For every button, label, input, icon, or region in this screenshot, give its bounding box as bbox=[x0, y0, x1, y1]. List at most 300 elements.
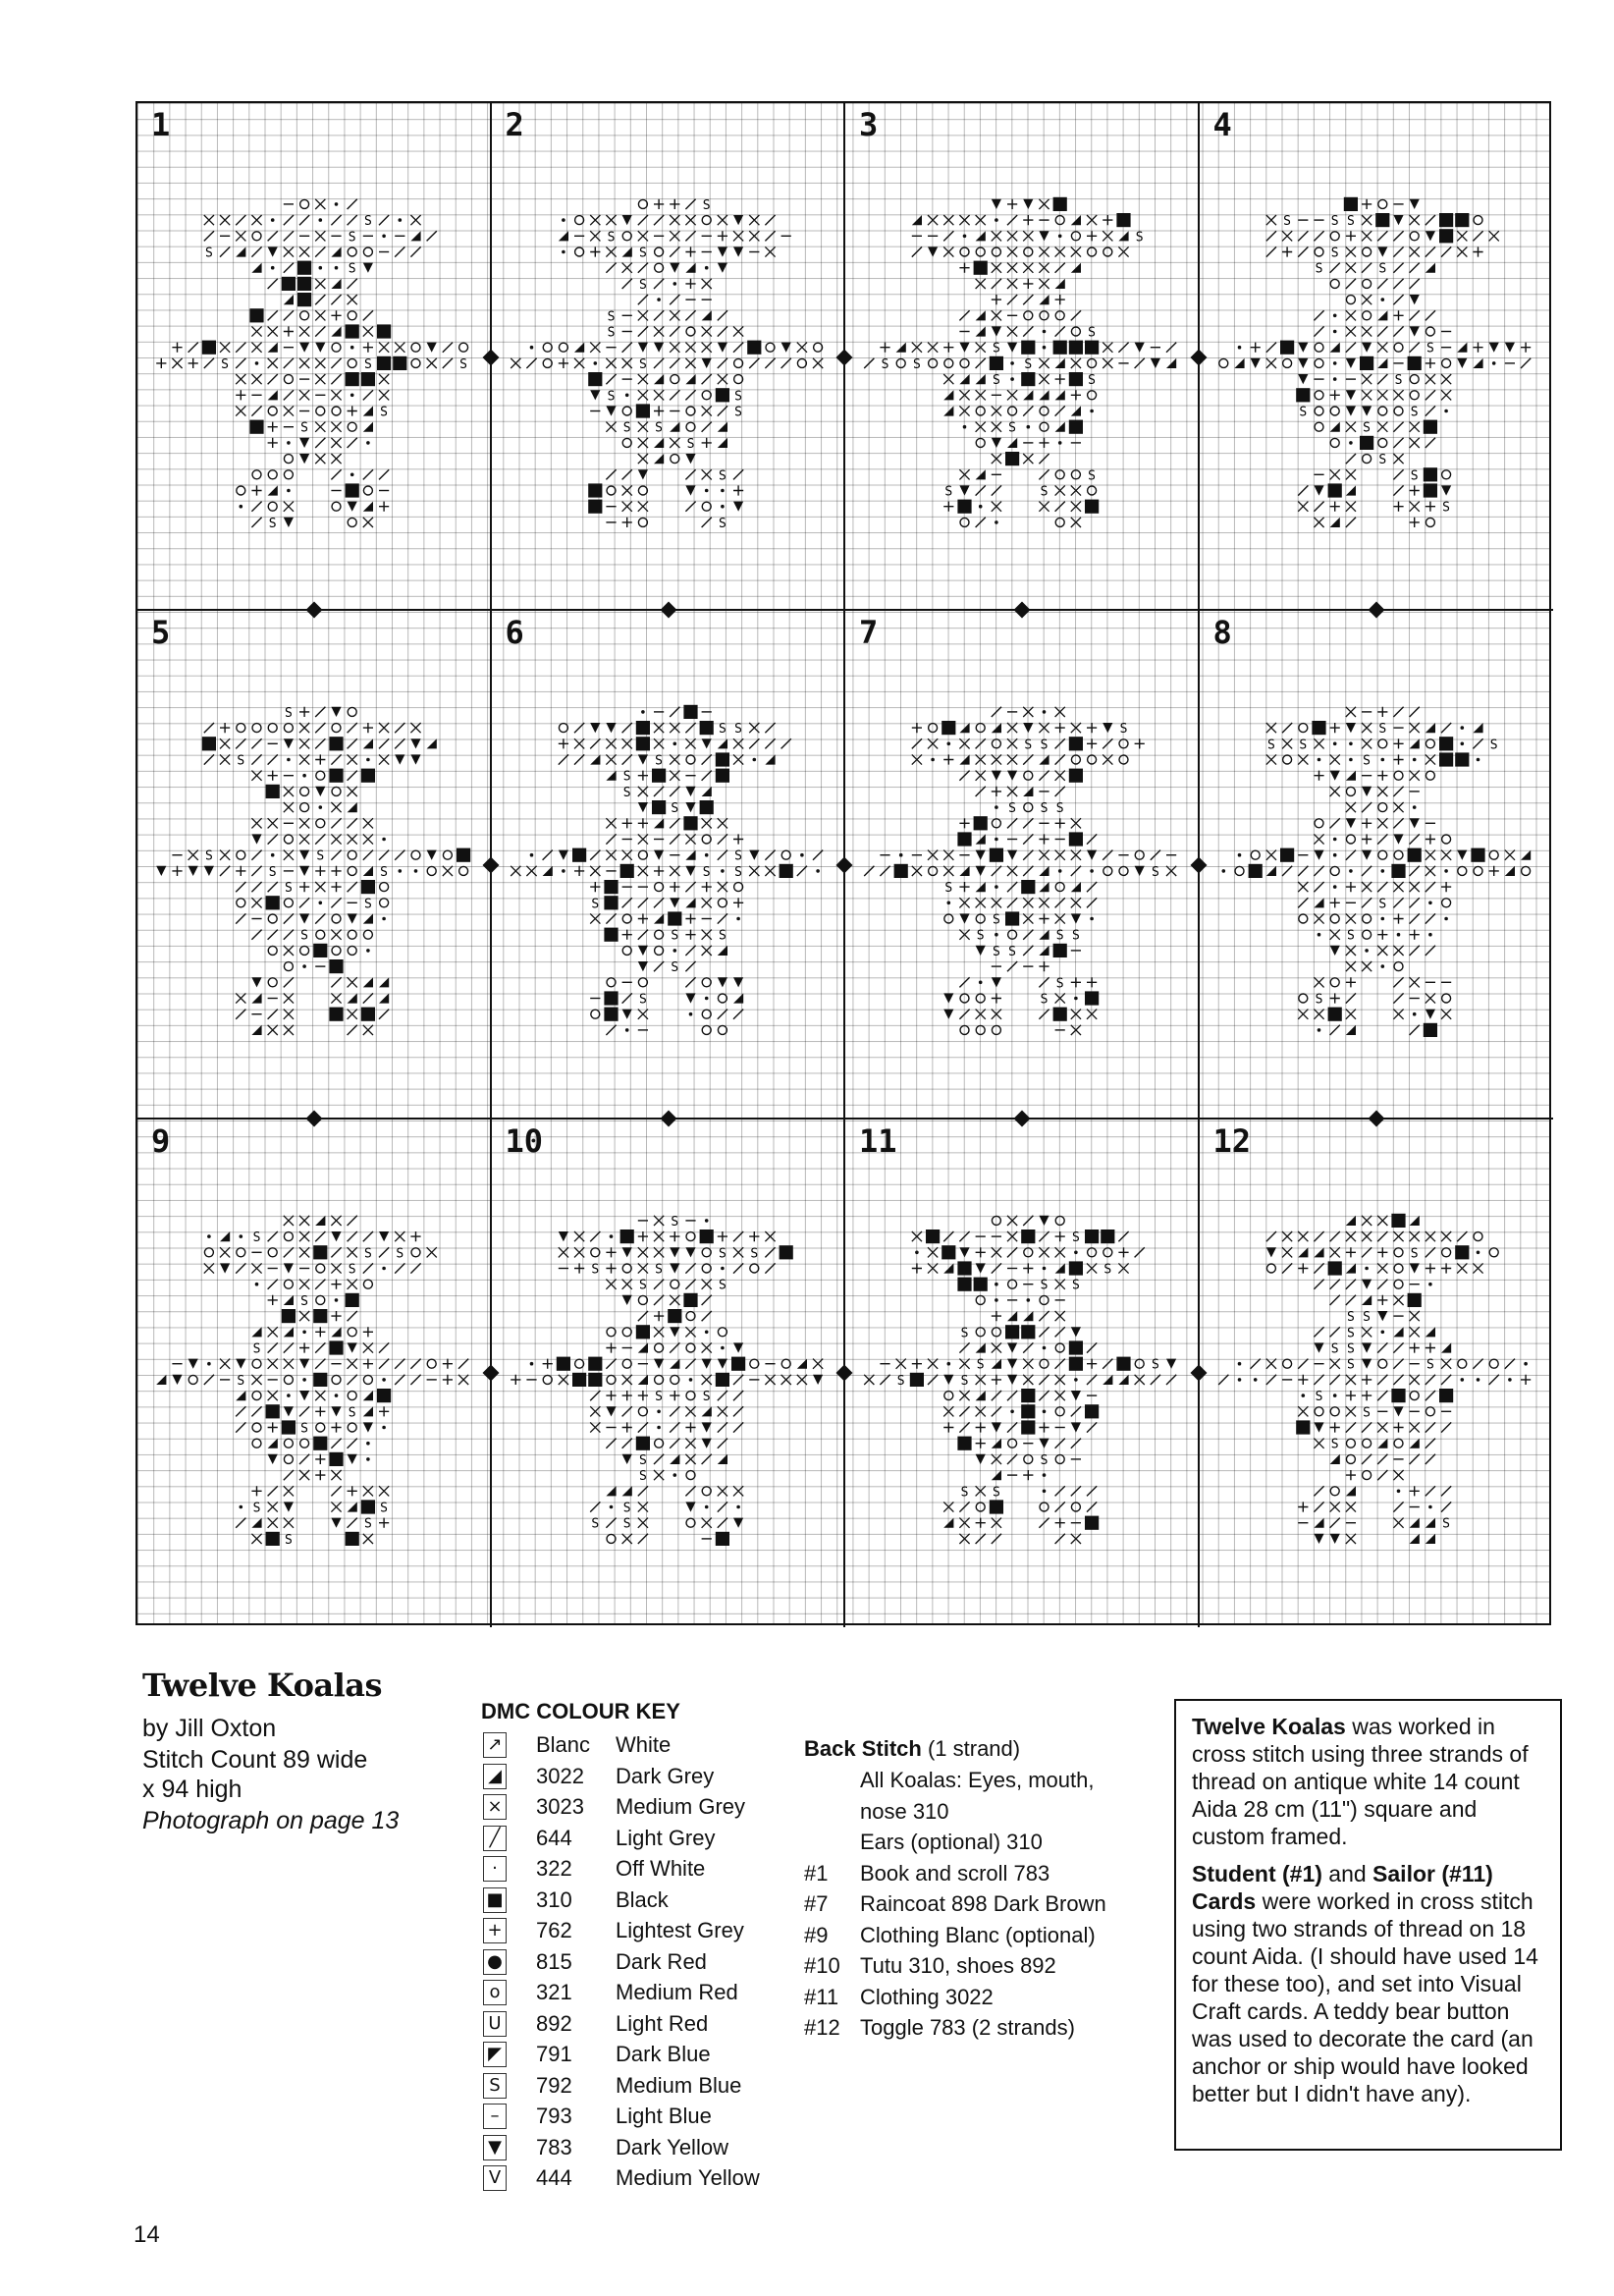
stitch-symbol bbox=[1103, 850, 1112, 860]
stitch-symbol bbox=[733, 1231, 743, 1241]
stitch-symbol bbox=[271, 266, 275, 270]
stitch-symbol bbox=[637, 215, 647, 225]
stitch-symbol bbox=[992, 787, 1001, 796]
stitch-symbol bbox=[1521, 358, 1531, 368]
stitch-symbol bbox=[1362, 343, 1372, 353]
stitch-symbol bbox=[363, 1533, 373, 1543]
stitch-symbol bbox=[670, 1327, 679, 1337]
stitch-symbol bbox=[1039, 1231, 1049, 1241]
stitch-symbol bbox=[350, 394, 354, 398]
stitch-symbol bbox=[1250, 343, 1260, 353]
stitch-symbol bbox=[1457, 1359, 1466, 1368]
stitch-symbol bbox=[1377, 1311, 1387, 1321]
stitch-symbol bbox=[1330, 279, 1339, 288]
stitch-symbol bbox=[1441, 1247, 1450, 1256]
stitch-symbol bbox=[1345, 1391, 1355, 1400]
stitch-symbol bbox=[379, 1342, 389, 1352]
stitch-symbol bbox=[574, 358, 584, 368]
stitch-symbol bbox=[638, 1406, 647, 1415]
stitch-symbol bbox=[1409, 1342, 1419, 1352]
stitch-symbol bbox=[1441, 485, 1451, 495]
stitch-symbol bbox=[1282, 1247, 1292, 1257]
stitch-symbol bbox=[204, 866, 214, 876]
stitch-symbol bbox=[976, 882, 986, 892]
key-symbol-icon: ◢ bbox=[483, 1764, 507, 1789]
stitch-symbol bbox=[1377, 882, 1387, 892]
stitch-symbol bbox=[395, 1231, 404, 1241]
stitch-symbol bbox=[1103, 723, 1112, 733]
stitch-symbol bbox=[637, 343, 647, 353]
stitch-symbol bbox=[574, 247, 583, 256]
stitch-symbol bbox=[717, 1502, 726, 1511]
stitch-symbol bbox=[1329, 819, 1339, 829]
stitch-symbol bbox=[411, 1247, 420, 1256]
stitch-symbol bbox=[654, 343, 664, 353]
stitch-symbol bbox=[1441, 1358, 1451, 1368]
stitch-symbol bbox=[268, 1358, 278, 1368]
stitch-symbol bbox=[976, 326, 986, 336]
stitch-symbol bbox=[992, 1263, 1001, 1273]
stitch-symbol bbox=[733, 502, 743, 512]
stitch-symbol bbox=[284, 1247, 294, 1257]
back-stitch-instruction: Ears (optional) 310 bbox=[860, 1830, 1043, 1854]
stitch-symbol bbox=[718, 994, 726, 1003]
stitch-symbol bbox=[1023, 835, 1033, 845]
stitch-symbol bbox=[1055, 246, 1065, 256]
stitch-symbol bbox=[1007, 850, 1017, 860]
stitch-symbol bbox=[701, 469, 711, 479]
stitch-symbol bbox=[1039, 390, 1049, 400]
stitch-symbol bbox=[1409, 518, 1419, 527]
stitch-symbol bbox=[319, 806, 323, 810]
stitch-symbol bbox=[765, 1231, 775, 1241]
stitch-symbol bbox=[1023, 1342, 1033, 1352]
stitch-symbol bbox=[1362, 455, 1371, 464]
stitch-symbol bbox=[637, 866, 647, 876]
stitch-symbol bbox=[1237, 346, 1241, 350]
stitch-symbol bbox=[299, 835, 309, 845]
stitch-symbol bbox=[1330, 978, 1339, 987]
stitch-symbol bbox=[765, 1263, 775, 1273]
stitch-symbol bbox=[1103, 1374, 1112, 1384]
stitch-symbol bbox=[1473, 739, 1482, 749]
stitch-symbol bbox=[1457, 231, 1467, 241]
stitch-symbol bbox=[1087, 835, 1097, 845]
stitch-symbol bbox=[1007, 279, 1017, 289]
stitch-symbol bbox=[562, 218, 565, 222]
stitch-symbol bbox=[268, 485, 278, 495]
stitch-symbol bbox=[606, 1025, 616, 1035]
stitch-symbol bbox=[781, 1359, 790, 1368]
stitch-symbol bbox=[380, 899, 389, 907]
stitch-symbol bbox=[284, 835, 293, 844]
stitch-symbol bbox=[207, 1234, 211, 1238]
stitch-symbol bbox=[204, 231, 214, 241]
stitch-symbol bbox=[410, 1263, 420, 1273]
stitch-symbol bbox=[813, 343, 822, 352]
stitch-symbol bbox=[348, 1486, 357, 1496]
stitch-symbol bbox=[638, 486, 647, 495]
stitch-symbol bbox=[957, 1277, 971, 1290]
stitch-symbol bbox=[1329, 1533, 1339, 1543]
stitch-symbol bbox=[621, 279, 631, 289]
stitch-symbol bbox=[315, 231, 325, 241]
stitch-symbol bbox=[1265, 231, 1275, 241]
stitch-symbol bbox=[313, 944, 327, 957]
stitch-symbol bbox=[204, 215, 214, 225]
stitch-symbol: S bbox=[718, 1245, 726, 1261]
stitch-symbol bbox=[1296, 1420, 1310, 1434]
stitch-symbol bbox=[896, 1358, 906, 1368]
stitch-symbol bbox=[1043, 1489, 1047, 1493]
stitch-symbol: S bbox=[1330, 1437, 1339, 1452]
stitch-symbol bbox=[331, 994, 341, 1004]
stitch-symbol bbox=[1473, 343, 1482, 353]
stitch-symbol bbox=[1039, 1438, 1049, 1448]
stitch-symbol bbox=[1021, 1389, 1035, 1402]
stitch-symbol bbox=[752, 758, 756, 762]
stitch-symbol bbox=[1055, 1391, 1065, 1400]
stitch-symbol bbox=[1280, 848, 1294, 862]
stitch-symbol bbox=[1476, 1250, 1480, 1254]
stitch-symbol bbox=[287, 758, 291, 762]
stitch-symbol bbox=[1043, 1345, 1047, 1349]
stitch-symbol bbox=[299, 1231, 309, 1241]
stitch-symbol bbox=[1314, 835, 1323, 845]
stitch-symbol bbox=[363, 1231, 373, 1241]
stitch-symbol: S bbox=[638, 992, 647, 1008]
stitch-symbol bbox=[1103, 755, 1112, 765]
stitch-symbol bbox=[1135, 851, 1144, 860]
stitch-symbol bbox=[654, 850, 664, 860]
stitch-symbol bbox=[992, 1358, 1001, 1368]
stitch-symbol: S bbox=[363, 1245, 372, 1261]
stitch-symbol bbox=[1021, 372, 1035, 386]
dmc-code: 783 bbox=[536, 2134, 572, 2159]
stitch-symbol bbox=[733, 994, 743, 1004]
stitch-symbol bbox=[1393, 279, 1403, 289]
stitch-symbol: S bbox=[638, 246, 647, 261]
back-stitch-design-number: #9 bbox=[804, 1922, 829, 1947]
stitch-symbol: S bbox=[1362, 420, 1371, 436]
stitch-symbol bbox=[1425, 1010, 1434, 1019]
stitch-symbol bbox=[268, 246, 278, 256]
dmc-code: 444 bbox=[536, 2165, 572, 2190]
stitch-symbol bbox=[670, 1342, 679, 1352]
stitch-symbol: S bbox=[881, 356, 889, 372]
stitch-symbol bbox=[377, 356, 391, 370]
stitch-symbol bbox=[1426, 1406, 1434, 1415]
stitch-symbol bbox=[686, 1470, 695, 1479]
stitch-symbol bbox=[268, 930, 278, 940]
stitch-symbol bbox=[1346, 1439, 1355, 1448]
stitch-symbol bbox=[240, 1234, 243, 1238]
stitch-symbol bbox=[1040, 311, 1049, 320]
stitch-symbol bbox=[363, 326, 373, 336]
stitch-symbol bbox=[779, 864, 792, 878]
stitch-symbol bbox=[1314, 1502, 1323, 1511]
koala-figure-4 bbox=[1200, 103, 1554, 611]
stitch-symbol bbox=[606, 819, 616, 829]
stitch-symbol bbox=[963, 425, 967, 429]
stitch-symbol bbox=[654, 914, 664, 924]
stitch-symbol bbox=[188, 866, 198, 876]
stitch-symbol bbox=[1087, 1486, 1097, 1496]
stitch-symbol bbox=[1023, 263, 1033, 273]
stitch-symbol bbox=[350, 346, 354, 350]
stitch-symbol bbox=[637, 1533, 647, 1543]
stitch-symbol bbox=[976, 1010, 986, 1019]
stitch-symbol bbox=[1055, 1231, 1065, 1241]
chart-panel-3 bbox=[845, 103, 1200, 611]
stitch-symbol bbox=[1314, 1247, 1323, 1257]
stitch-symbol bbox=[1027, 425, 1031, 429]
stitch-symbol bbox=[715, 388, 728, 402]
stitch-symbol bbox=[635, 738, 649, 751]
colour-name: Dark Yellow bbox=[616, 2134, 728, 2159]
stitch-symbol bbox=[624, 394, 628, 398]
stitch-symbol bbox=[1090, 410, 1094, 413]
stitch-symbol bbox=[1444, 917, 1448, 921]
stitch-symbol bbox=[332, 914, 341, 923]
stitch-symbol bbox=[621, 1422, 631, 1432]
stitch-symbol bbox=[1377, 946, 1387, 956]
stitch-symbol bbox=[976, 1406, 986, 1416]
stitch-symbol bbox=[593, 361, 597, 365]
stitch-symbol bbox=[701, 1294, 711, 1304]
stitch-symbol: S bbox=[363, 897, 372, 912]
stitch-symbol bbox=[1393, 438, 1403, 448]
stitch-symbol bbox=[299, 707, 309, 717]
stitch-symbol bbox=[685, 279, 695, 289]
stitch-symbol bbox=[635, 721, 649, 735]
stitch-symbol bbox=[1298, 1010, 1308, 1019]
stitch-symbol bbox=[348, 1215, 357, 1225]
stitch-symbol bbox=[1166, 1358, 1176, 1368]
stitch-symbol bbox=[963, 235, 967, 239]
stitch-symbol bbox=[1394, 1264, 1403, 1273]
stitch-symbol: S bbox=[733, 389, 742, 405]
stitch-symbol bbox=[959, 930, 969, 940]
stitch-symbol bbox=[1393, 1406, 1403, 1416]
stitch-symbol bbox=[1360, 356, 1373, 370]
stitch-symbol bbox=[315, 835, 325, 845]
stitch-symbol bbox=[361, 769, 375, 783]
stitch-symbol bbox=[685, 1358, 695, 1368]
stitch-symbol bbox=[607, 1534, 616, 1543]
stitch-symbol bbox=[1473, 1358, 1482, 1368]
stitch-symbol bbox=[1039, 279, 1049, 289]
stitch-symbol: S bbox=[686, 436, 694, 452]
stitch-symbol bbox=[1314, 882, 1323, 892]
stitch-symbol bbox=[1521, 1374, 1531, 1384]
stitch-symbol bbox=[1332, 330, 1336, 334]
stitch-symbol bbox=[1039, 914, 1049, 924]
stitch-symbol bbox=[1265, 358, 1275, 368]
stitch-symbol bbox=[1266, 1264, 1275, 1273]
key-symbol-icon: + bbox=[483, 1918, 507, 1943]
stitch-symbol bbox=[331, 1422, 341, 1432]
stitch-symbol bbox=[379, 1247, 389, 1257]
stitch-symbol bbox=[443, 851, 452, 860]
stitch-symbol bbox=[268, 1391, 278, 1400]
stitch-symbol bbox=[609, 1234, 613, 1238]
stitch-symbol bbox=[1393, 485, 1403, 495]
stitch-symbol bbox=[252, 232, 261, 241]
stitch-symbol bbox=[1166, 343, 1176, 353]
stitch-symbol bbox=[331, 310, 341, 320]
stitch-symbol bbox=[699, 800, 713, 814]
stitch-symbol bbox=[251, 835, 261, 845]
stitch-symbol bbox=[685, 246, 695, 256]
stitch-symbol bbox=[1393, 802, 1403, 812]
stitch-symbol: S bbox=[300, 420, 309, 436]
stitch-symbol bbox=[657, 1409, 661, 1413]
stitch-symbol: S bbox=[1346, 1357, 1355, 1373]
stitch-symbol bbox=[959, 263, 969, 273]
stitch-symbol bbox=[685, 946, 695, 956]
stitch-symbol bbox=[1345, 961, 1355, 971]
stitch-symbol bbox=[574, 755, 584, 765]
stitch-symbol bbox=[202, 738, 216, 751]
stitch-symbol bbox=[427, 867, 436, 876]
stitch-symbol bbox=[1039, 469, 1049, 479]
stitch-symbol bbox=[1380, 1330, 1384, 1334]
stitch-symbol bbox=[1393, 1010, 1403, 1019]
stitch-symbol bbox=[733, 469, 743, 479]
stitch-symbol bbox=[299, 850, 309, 860]
stitch-symbol: S bbox=[670, 1214, 678, 1230]
stitch-symbol bbox=[300, 947, 309, 956]
stitch-symbol bbox=[1027, 1298, 1031, 1302]
stitch-symbol bbox=[332, 947, 341, 956]
stitch-symbol bbox=[1039, 1422, 1049, 1432]
stitch-symbol: S bbox=[1024, 738, 1033, 753]
stitch-symbol bbox=[1317, 933, 1320, 937]
stitch-symbol bbox=[1444, 410, 1448, 413]
colour-name: Medium Yellow bbox=[616, 2165, 760, 2190]
stitch-symbol bbox=[299, 1311, 309, 1321]
stitch-symbol bbox=[348, 311, 356, 320]
stitch-symbol bbox=[1425, 835, 1434, 845]
stitch-symbol bbox=[363, 866, 373, 876]
stitch-symbol bbox=[992, 422, 1001, 432]
stitch-symbol bbox=[348, 708, 356, 717]
stitch-symbol bbox=[652, 800, 666, 814]
stitch-symbol bbox=[410, 1374, 420, 1384]
stitch-symbol bbox=[1457, 867, 1466, 876]
koala-figure-10 bbox=[492, 1120, 846, 1627]
stitch-symbol bbox=[284, 518, 294, 527]
stitch-symbol bbox=[637, 802, 647, 812]
stitch-symbol bbox=[574, 866, 584, 876]
stitch-symbol bbox=[315, 787, 325, 796]
stitch-symbol bbox=[733, 1391, 743, 1400]
stitch-symbol bbox=[302, 1330, 306, 1334]
stitch-symbol bbox=[686, 1311, 695, 1320]
stitch-symbol bbox=[621, 1010, 631, 1019]
stitch-symbol bbox=[252, 1423, 261, 1432]
stitch-symbol bbox=[685, 469, 695, 479]
stitch-symbol bbox=[1362, 1422, 1372, 1432]
stitch-symbol bbox=[654, 358, 664, 368]
stitch-symbol bbox=[1425, 1533, 1434, 1543]
stitch-symbol bbox=[590, 1247, 599, 1256]
colour-name: Light Red bbox=[616, 2010, 709, 2036]
stitch-symbol bbox=[588, 372, 602, 386]
stitch-symbol bbox=[606, 263, 616, 273]
stitch-symbol bbox=[1071, 518, 1081, 527]
stitch-symbol bbox=[1393, 1517, 1403, 1527]
stitch-symbol bbox=[558, 739, 567, 749]
stitch-symbol bbox=[1071, 899, 1081, 908]
stitch-symbol bbox=[685, 263, 695, 273]
stitch-symbol bbox=[315, 914, 325, 924]
notes-text-1: was worked in cross stitch using three strands of thread on antique white 14 count Aida 28 cm (11") square and custom framed. bbox=[1192, 1714, 1529, 1849]
stitch-symbol bbox=[749, 215, 759, 225]
koala-figure-8 bbox=[1200, 611, 1554, 1119]
stitch-symbol bbox=[912, 1263, 922, 1273]
stitch-symbol bbox=[995, 1298, 998, 1302]
stitch-symbol bbox=[621, 819, 631, 829]
stitch-symbol bbox=[1021, 880, 1035, 894]
stitch-symbol bbox=[1409, 279, 1419, 289]
stitch-symbol bbox=[717, 215, 726, 225]
stitch-symbol bbox=[315, 454, 325, 464]
stitch-symbol bbox=[1426, 518, 1434, 526]
stitch-symbol bbox=[1088, 755, 1097, 764]
colour-name: Dark Blue bbox=[616, 2042, 711, 2066]
stitch-symbol bbox=[992, 1453, 1001, 1463]
stitch-symbol bbox=[1235, 867, 1244, 876]
stitch-symbol bbox=[1345, 850, 1355, 860]
stitch-symbol bbox=[1296, 388, 1310, 402]
stitch-symbol bbox=[995, 886, 998, 890]
stitch-symbol: S bbox=[670, 960, 678, 976]
stitch-symbol bbox=[957, 833, 971, 847]
stitch-symbol bbox=[363, 1406, 373, 1416]
stitch-symbol bbox=[1425, 850, 1434, 860]
notes-text-2: were worked in cross stitch using two strands of thread on 18 count Aida. (I should have used 14 for these too), and set into Visual Craft cards. A teddy bear button was used to decorate the card (an anchor or ship would have looked better but I didn't have any). bbox=[1192, 1888, 1538, 2106]
stitch-symbol bbox=[944, 914, 953, 923]
stitch-symbol bbox=[992, 755, 1001, 765]
stitch-symbol bbox=[1377, 1342, 1387, 1352]
stitch-symbol bbox=[268, 231, 278, 241]
stitch-symbol bbox=[1314, 914, 1323, 924]
stitch-symbol bbox=[1345, 518, 1355, 527]
stitch-symbol bbox=[284, 946, 294, 956]
stitch-symbol bbox=[1455, 213, 1469, 227]
stitch-symbol bbox=[379, 723, 389, 733]
stitch-symbol bbox=[1425, 263, 1434, 273]
stitch-symbol bbox=[686, 407, 695, 415]
stitch-symbol bbox=[974, 1277, 988, 1290]
stitch-symbol bbox=[654, 961, 664, 971]
stitch-symbol bbox=[300, 803, 309, 812]
stitch-symbol bbox=[395, 739, 404, 749]
stitch-symbol bbox=[1234, 358, 1244, 368]
stitch-symbol bbox=[393, 356, 406, 370]
stitch-symbol bbox=[188, 850, 198, 860]
stitch-symbol bbox=[943, 1010, 953, 1019]
stitch-symbol bbox=[960, 247, 969, 256]
stitch-symbol bbox=[251, 1517, 261, 1527]
stitch-symbol bbox=[332, 724, 341, 733]
stitch-symbol bbox=[1377, 231, 1387, 241]
stitch-symbol bbox=[299, 1391, 309, 1400]
stitch-symbol bbox=[1314, 771, 1323, 781]
stitch-symbol bbox=[813, 1374, 823, 1384]
